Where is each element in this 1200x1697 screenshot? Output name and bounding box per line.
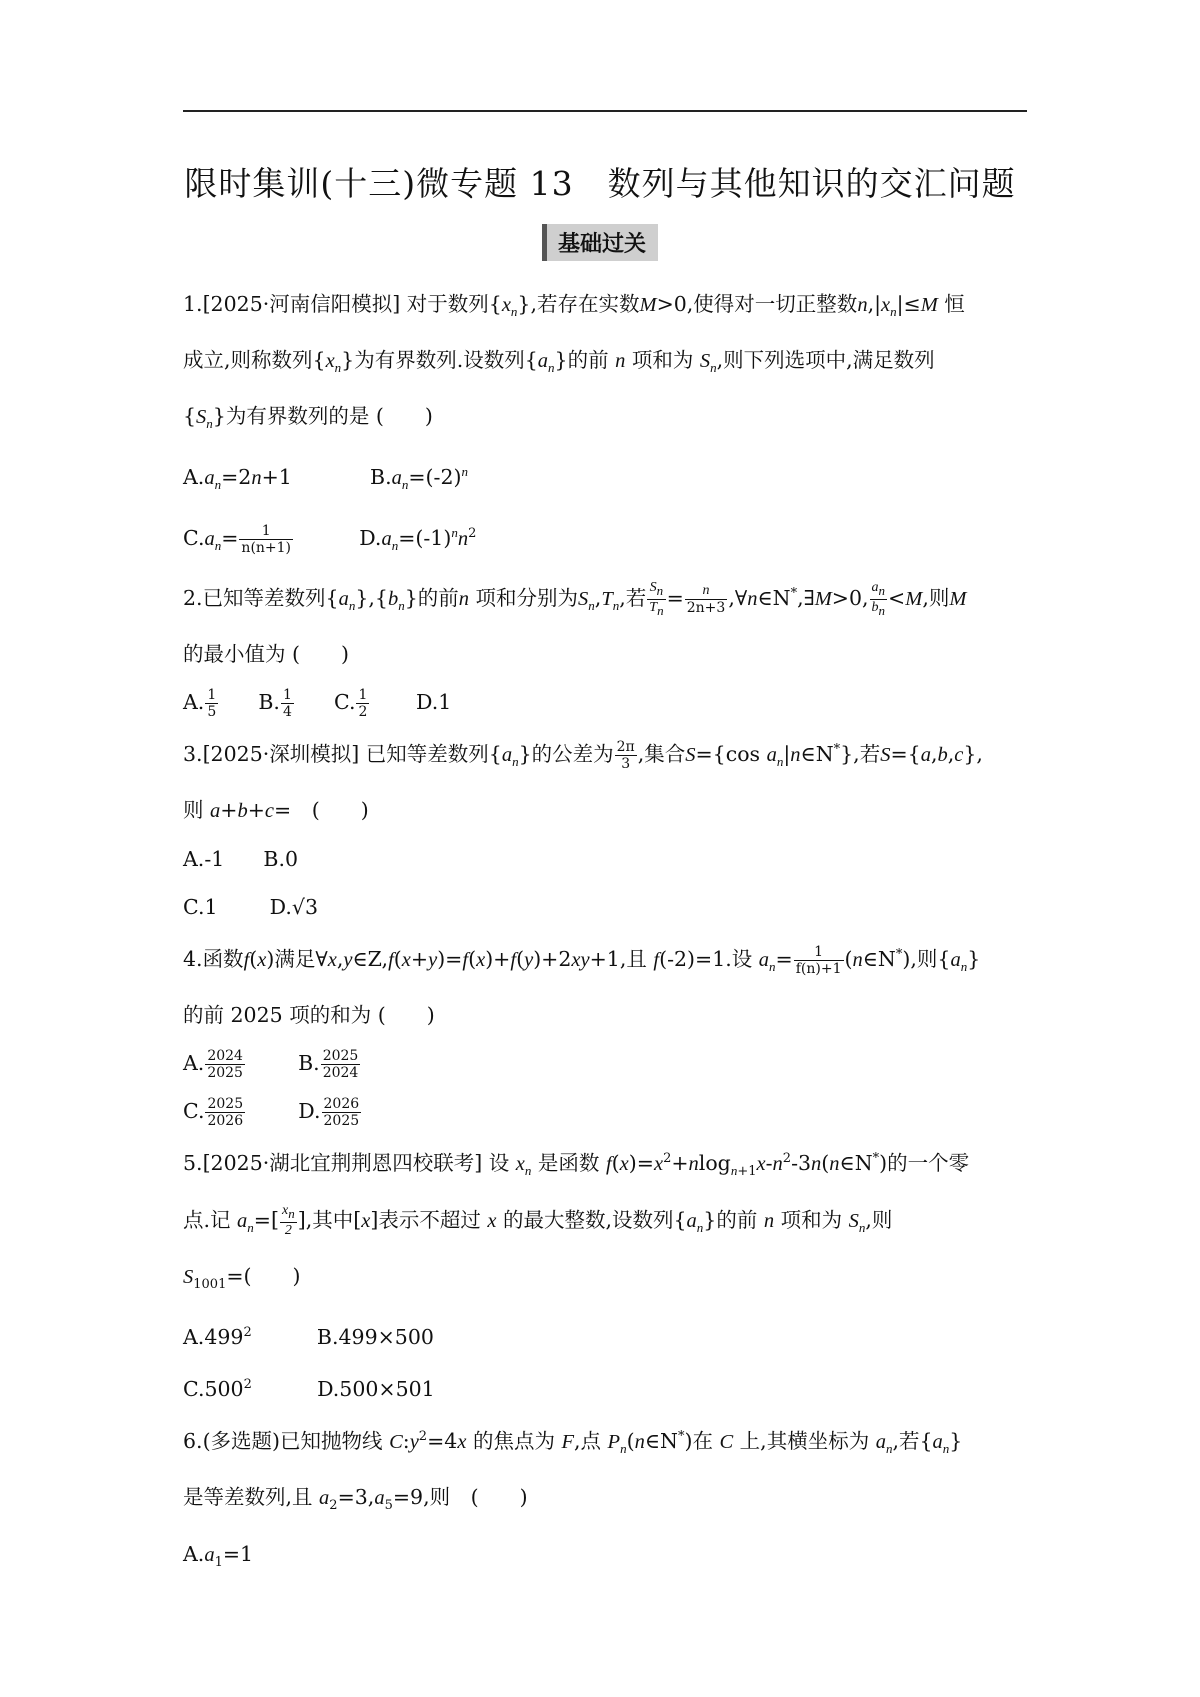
option-4d: D. $\frac{2026}{2025}$ <box>298 1095 360 1129</box>
question-2-options <box>183 678 1031 726</box>
question-5-line-2: 点.记 $a_n=$[ $\frac{x_n}{2}$ ],其中[x]表示不超过 x 的最大整数,设数列$\{a_n\}$的前 n 项和为 $S_n$,则 <box>183 1203 893 1239</box>
question-3-line-2: 则 a+b+c= ( ) <box>183 797 369 822</box>
option-2b: B. $\frac{1}{4}$ <box>258 687 292 721</box>
option-5a: A.499$^2$ <box>183 1324 252 1349</box>
question-1-line-3: $\{S_n\}$为有界数列的是 ( ) <box>183 404 433 432</box>
question-4-line-2: 的前 2025 项的和为 ( ) <box>183 1002 435 1027</box>
question-3-line-1: 3.[2025·深圳模拟] 已知等差数列$\{a_n\}$的公差为 $\frac{2\pi}{3}$ ,集合S={cos $a_n|n\in N^*$},若S={a,b,c}, <box>183 738 983 772</box>
question-4 <box>183 931 1031 1135</box>
question-4-options-row-1 <box>183 1039 1031 1087</box>
question-5-line-3: $S_{1001}=$( ) <box>183 1263 301 1292</box>
question-3-options-row-1 <box>183 835 1031 883</box>
question-6-line-1: 6.(多选题)已知抛物线 $C:y^2=4x$ 的焦点为 F,点 $P_n(n\in N^*)$在 C 上,其横坐标为 $a_n$,若$\{a_n\}$ <box>183 1428 963 1456</box>
option-4b: B. $\frac{2025}{2024}$ <box>298 1047 359 1081</box>
question-list <box>183 280 1031 1587</box>
option-1a: $A.a_n=2n+1$ <box>183 465 292 493</box>
option-1b: $B.a_n=(-2)^n$ <box>370 464 468 493</box>
question-4-line-1: 4.函数f(x)满足∀x,y∈Z,f(x+y)=f(x)+f(y)+2xy+1,且 f(-2)=1.设 $a_n=$ $\frac{1}{f(n)+1}$ (n∈N*),则$\{a_n\}$ <box>183 943 981 977</box>
question-5-options-row-1 <box>183 1309 1031 1361</box>
question-1-options-row-2 <box>183 509 1031 570</box>
option-2a: A. $\frac{1}{5}$ <box>183 687 217 721</box>
option-6a: $A.a_1=1$ <box>183 1541 254 1570</box>
option-3c: C.1 <box>183 894 218 919</box>
option-1c: $C.a_n=$ $\frac{1}{n(n+1)}$ <box>183 523 292 557</box>
question-3-options-row-2 <box>183 883 1031 931</box>
option-3b: B.0 <box>263 846 299 871</box>
option-4c: C. $\frac{2025}{2026}$ <box>183 1095 244 1129</box>
option-2c: C. $\frac{1}{2}$ <box>333 687 368 721</box>
question-4-options-row-2 <box>183 1087 1031 1135</box>
option-1d: $D.a_n=(-1)^nn^2$ <box>359 525 477 554</box>
question-5 <box>183 1135 1031 1413</box>
question-1-options-row-1 <box>183 448 1031 509</box>
question-1-line-1: 1.[2025·河南信阳模拟] 对于数列$\{x_n\}$,若存在实数M>0,使得对一切正整数$n,|x_n|\le M$ 恒 <box>183 292 965 320</box>
question-5-line-1: 5.[2025·湖北宜荆荆恩四校联考] 设 $x_n$ 是函数 $f(x)=x^2+nlog_{n+1}x-n^2-3n(n\in N^*)$的一个零 <box>183 1150 970 1179</box>
section-badge: 基础过关 <box>542 224 658 261</box>
option-5b: B.499×500 <box>316 1324 434 1349</box>
header-rule <box>183 110 1027 112</box>
question-2-line-1: 2.已知等差数列$\{a_n\},\{b_n\}$的前n 项和分别为$S_n,T_n$,若 $\frac{S_n}{T_n}$ = $\frac{n}{2n+3}$ ,∀n∈N*,∃M>0, $\frac{a_n}{b_n}$ <M,则M <box>183 580 967 618</box>
question-3 <box>183 726 1031 931</box>
question-1 <box>183 280 1031 570</box>
question-6-line-2: 是等差数列,且 $a_2=3,a_5=9$,则 ( ) <box>183 1484 528 1513</box>
question-2 <box>183 570 1031 726</box>
question-2-line-2: 的最小值为 ( ) <box>183 642 350 667</box>
option-5d: D.500×501 <box>317 1376 435 1401</box>
question-5-options-row-2 <box>183 1361 1031 1413</box>
question-6 <box>183 1413 1031 1587</box>
page-title: 限时集训(十三)微专题 13 数列与其他知识的交汇问题 <box>184 164 1016 203</box>
option-3a: A.-1 <box>183 846 225 871</box>
option-2d: D.1 <box>416 690 452 715</box>
question-1-line-2: 成立,则称数列$\{x_n\}$为有界数列.设数列$\{a_n\}$的前 n 项和为 $S_n$,则下列选项中,满足数列 <box>183 348 935 376</box>
option-4a: A. $\frac{2024}{2025}$ <box>183 1047 243 1081</box>
option-5c: C.500$^2$ <box>183 1376 252 1401</box>
option-3d: D.√3 <box>269 894 318 919</box>
